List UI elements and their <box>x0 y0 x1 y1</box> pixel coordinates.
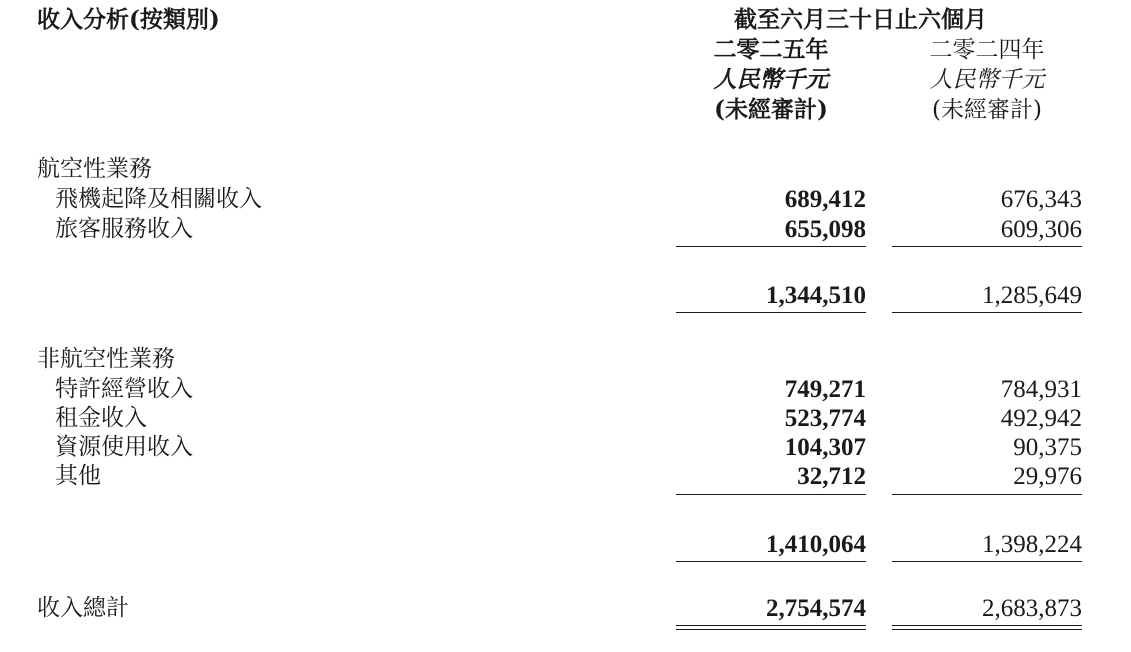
row-label: 租金收入 <box>55 405 147 431</box>
total-label: 收入總計 <box>37 595 129 621</box>
row-value-2025: 523,774 <box>784 405 866 432</box>
total-double-underline <box>892 625 1082 630</box>
row-value-2024: 90,375 <box>1013 434 1082 461</box>
row-value-2025: 749,271 <box>784 376 866 403</box>
total-2025: 2,754,574 <box>766 595 866 622</box>
row-value-2024: 492,942 <box>1000 405 1082 432</box>
subtotal-2024: 1,285,649 <box>982 282 1082 309</box>
table-title: 收入分析(按類別) <box>37 6 220 33</box>
col-2025-year: 二零二五年 <box>713 36 829 63</box>
subtotal-underline <box>892 561 1082 562</box>
col-2025-note: (未經審計) <box>714 96 828 123</box>
section-label-aero: 航空性業務 <box>37 156 152 182</box>
subtotal-2025: 1,410,064 <box>766 531 866 558</box>
total-double-underline <box>676 625 866 630</box>
col-2025-unit: 人民幣千元 <box>713 66 829 93</box>
row-value-2025: 104,307 <box>784 434 866 461</box>
subtotal-underline <box>676 312 866 313</box>
row-label: 資源使用收入 <box>55 434 193 460</box>
row-label: 特許經營收入 <box>55 376 193 402</box>
subtotal-rule <box>892 246 1082 247</box>
row-value-2025: 689,412 <box>784 186 866 213</box>
row-label: 旅客服務收入 <box>55 216 193 242</box>
subtotal-rule <box>676 246 866 247</box>
row-value-2024: 784,931 <box>1000 376 1082 403</box>
subtotal-2025: 1,344,510 <box>766 282 866 309</box>
subtotal-rule <box>892 494 1082 495</box>
row-value-2024: 609,306 <box>1000 216 1082 243</box>
col-2024-note: (未經審計) <box>932 97 1042 123</box>
subtotal-underline <box>892 312 1082 313</box>
col-2024-unit: 人民幣千元 <box>929 67 1045 93</box>
subtotal-underline <box>676 561 866 562</box>
total-2024: 2,683,873 <box>982 595 1082 622</box>
section-label-nonaero: 非航空性業務 <box>37 346 175 372</box>
row-value-2024: 676,343 <box>1000 186 1082 213</box>
period-header: 截至六月三十日止六個月 <box>734 6 987 33</box>
row-value-2025: 32,712 <box>797 463 866 490</box>
row-label: 其他 <box>55 463 101 489</box>
col-2024-year: 二零二四年 <box>929 37 1045 63</box>
row-value-2024: 29,976 <box>1013 463 1082 490</box>
subtotal-rule <box>676 494 866 495</box>
row-label: 飛機起降及相關收入 <box>55 186 262 212</box>
subtotal-2024: 1,398,224 <box>982 531 1082 558</box>
row-value-2025: 655,098 <box>784 216 866 243</box>
